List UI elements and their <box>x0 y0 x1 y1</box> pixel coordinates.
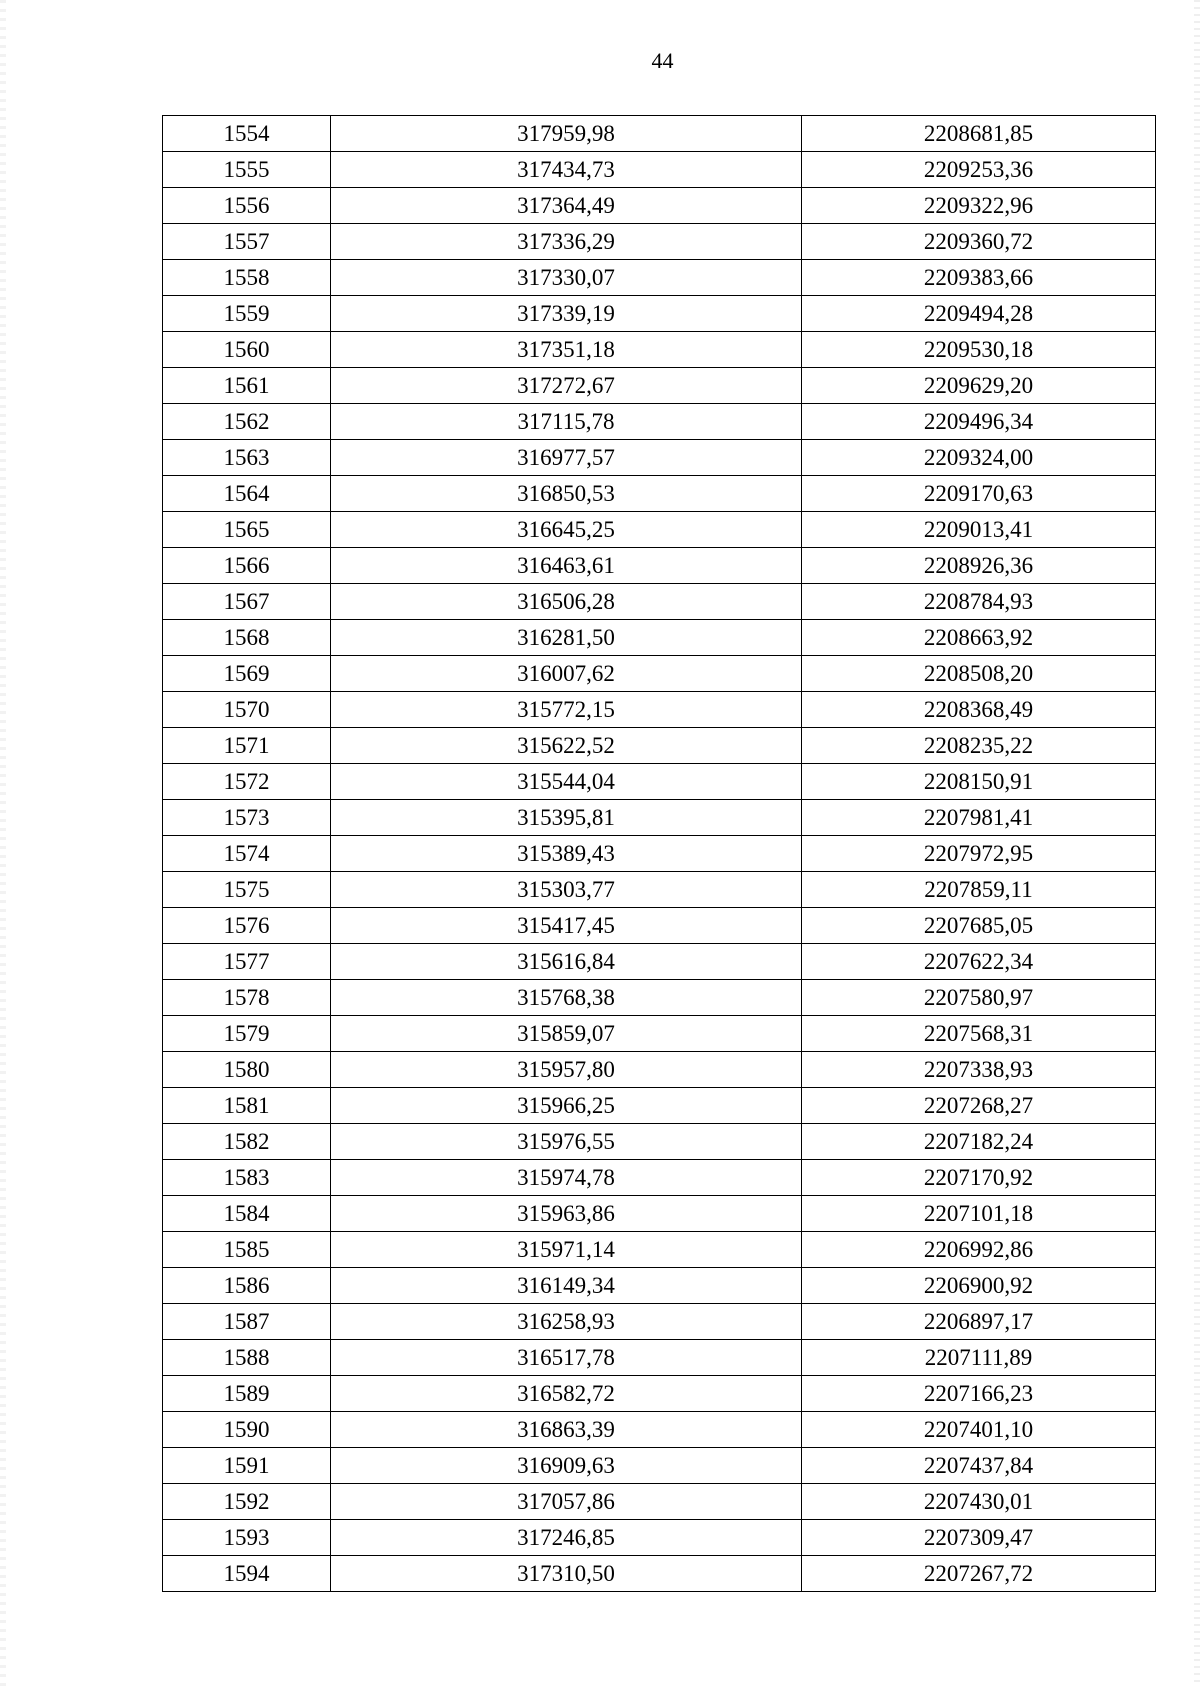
y-coordinate-cell: 2207170,92 <box>802 1160 1156 1196</box>
x-coordinate-cell: 316149,34 <box>331 1268 802 1304</box>
x-coordinate-cell: 317115,78 <box>331 404 802 440</box>
x-coordinate-cell: 316506,28 <box>331 584 802 620</box>
x-coordinate-cell: 315974,78 <box>331 1160 802 1196</box>
point-number-cell: 1564 <box>163 476 331 512</box>
point-number-cell: 1584 <box>163 1196 331 1232</box>
table-row <box>163 1520 1156 1556</box>
point-number-cell: 1568 <box>163 620 331 656</box>
point-number-cell: 1594 <box>163 1556 331 1592</box>
x-coordinate-cell: 317339,19 <box>331 296 802 332</box>
x-coordinate-cell: 317246,85 <box>331 1520 802 1556</box>
point-number-cell: 1561 <box>163 368 331 404</box>
table-row <box>163 188 1156 224</box>
point-number-cell: 1573 <box>163 800 331 836</box>
x-coordinate-cell: 316863,39 <box>331 1412 802 1448</box>
table-row <box>163 1124 1156 1160</box>
table-row <box>163 1052 1156 1088</box>
point-number-cell: 1559 <box>163 296 331 332</box>
point-number-cell: 1567 <box>163 584 331 620</box>
table-row <box>163 980 1156 1016</box>
point-number-cell: 1589 <box>163 1376 331 1412</box>
point-number-cell: 1593 <box>163 1520 331 1556</box>
y-coordinate-cell: 2206900,92 <box>802 1268 1156 1304</box>
x-coordinate-cell: 315768,38 <box>331 980 802 1016</box>
x-coordinate-cell: 316258,93 <box>331 1304 802 1340</box>
y-coordinate-cell: 2208235,22 <box>802 728 1156 764</box>
table-row <box>163 620 1156 656</box>
y-coordinate-cell: 2208784,93 <box>802 584 1156 620</box>
table-row <box>163 656 1156 692</box>
table-row <box>163 440 1156 476</box>
table-row <box>163 1448 1156 1484</box>
table-row <box>163 260 1156 296</box>
x-coordinate-cell: 315622,52 <box>331 728 802 764</box>
point-number-cell: 1569 <box>163 656 331 692</box>
y-coordinate-cell: 2207182,24 <box>802 1124 1156 1160</box>
x-coordinate-cell: 315417,45 <box>331 908 802 944</box>
coordinates-table-body <box>163 116 1156 1592</box>
point-number-cell: 1583 <box>163 1160 331 1196</box>
y-coordinate-cell: 2206897,17 <box>802 1304 1156 1340</box>
x-coordinate-cell: 315772,15 <box>331 692 802 728</box>
x-coordinate-cell: 316281,50 <box>331 620 802 656</box>
point-number-cell: 1576 <box>163 908 331 944</box>
y-coordinate-cell: 2207981,41 <box>802 800 1156 836</box>
x-coordinate-cell: 317364,49 <box>331 188 802 224</box>
table-row <box>163 1556 1156 1592</box>
point-number-cell: 1554 <box>163 116 331 152</box>
table-row <box>163 1088 1156 1124</box>
table-row <box>163 872 1156 908</box>
table-row <box>163 1412 1156 1448</box>
table-row <box>163 584 1156 620</box>
y-coordinate-cell: 2207430,01 <box>802 1484 1156 1520</box>
point-number-cell: 1562 <box>163 404 331 440</box>
y-coordinate-cell: 2207972,95 <box>802 836 1156 872</box>
x-coordinate-cell: 315957,80 <box>331 1052 802 1088</box>
table-row <box>163 692 1156 728</box>
table-row <box>163 1232 1156 1268</box>
table-row <box>163 152 1156 188</box>
coordinates-table <box>162 115 1156 1592</box>
x-coordinate-cell: 317336,29 <box>331 224 802 260</box>
table-row <box>163 1016 1156 1052</box>
y-coordinate-cell: 2208926,36 <box>802 548 1156 584</box>
y-coordinate-cell: 2209170,63 <box>802 476 1156 512</box>
table-row <box>163 368 1156 404</box>
table-row <box>163 116 1156 152</box>
y-coordinate-cell: 2209360,72 <box>802 224 1156 260</box>
table-row <box>163 1376 1156 1412</box>
y-coordinate-cell: 2209253,36 <box>802 152 1156 188</box>
x-coordinate-cell: 317959,98 <box>331 116 802 152</box>
point-number-cell: 1582 <box>163 1124 331 1160</box>
x-coordinate-cell: 315976,55 <box>331 1124 802 1160</box>
y-coordinate-cell: 2208368,49 <box>802 692 1156 728</box>
y-coordinate-cell: 2209383,66 <box>802 260 1156 296</box>
x-coordinate-cell: 315616,84 <box>331 944 802 980</box>
point-number-cell: 1570 <box>163 692 331 728</box>
table-row <box>163 800 1156 836</box>
y-coordinate-cell: 2209322,96 <box>802 188 1156 224</box>
table-row <box>163 1196 1156 1232</box>
x-coordinate-cell: 317330,07 <box>331 260 802 296</box>
y-coordinate-cell: 2207622,34 <box>802 944 1156 980</box>
y-coordinate-cell: 2207267,72 <box>802 1556 1156 1592</box>
x-coordinate-cell: 315966,25 <box>331 1088 802 1124</box>
point-number-cell: 1581 <box>163 1088 331 1124</box>
y-coordinate-cell: 2207111,89 <box>802 1340 1156 1376</box>
point-number-cell: 1566 <box>163 548 331 584</box>
table-row <box>163 332 1156 368</box>
point-number-cell: 1565 <box>163 512 331 548</box>
table-row <box>163 404 1156 440</box>
x-coordinate-cell: 316007,62 <box>331 656 802 692</box>
scan-edge-left <box>0 0 6 1686</box>
point-number-cell: 1575 <box>163 872 331 908</box>
x-coordinate-cell: 316582,72 <box>331 1376 802 1412</box>
x-coordinate-cell: 317057,86 <box>331 1484 802 1520</box>
table-row <box>163 1304 1156 1340</box>
y-coordinate-cell: 2207437,84 <box>802 1448 1156 1484</box>
point-number-cell: 1563 <box>163 440 331 476</box>
point-number-cell: 1590 <box>163 1412 331 1448</box>
point-number-cell: 1556 <box>163 188 331 224</box>
y-coordinate-cell: 2209013,41 <box>802 512 1156 548</box>
table-row <box>163 476 1156 512</box>
table-row <box>163 548 1156 584</box>
table-row <box>163 224 1156 260</box>
table-row <box>163 944 1156 980</box>
y-coordinate-cell: 2209530,18 <box>802 332 1156 368</box>
table-row <box>163 512 1156 548</box>
table-row <box>163 836 1156 872</box>
y-coordinate-cell: 2207685,05 <box>802 908 1156 944</box>
table-row <box>163 908 1156 944</box>
x-coordinate-cell: 316977,57 <box>331 440 802 476</box>
point-number-cell: 1571 <box>163 728 331 764</box>
point-number-cell: 1555 <box>163 152 331 188</box>
x-coordinate-cell: 316463,61 <box>331 548 802 584</box>
y-coordinate-cell: 2207338,93 <box>802 1052 1156 1088</box>
x-coordinate-cell: 317351,18 <box>331 332 802 368</box>
x-coordinate-cell: 317310,50 <box>331 1556 802 1592</box>
scan-edge-right <box>1194 0 1200 1686</box>
point-number-cell: 1577 <box>163 944 331 980</box>
table-row <box>163 728 1156 764</box>
y-coordinate-cell: 2209324,00 <box>802 440 1156 476</box>
y-coordinate-cell: 2207859,11 <box>802 872 1156 908</box>
y-coordinate-cell: 2206992,86 <box>802 1232 1156 1268</box>
y-coordinate-cell: 2207166,23 <box>802 1376 1156 1412</box>
y-coordinate-cell: 2207568,31 <box>802 1016 1156 1052</box>
table-row <box>163 1268 1156 1304</box>
page-number: 44 <box>651 48 674 73</box>
y-coordinate-cell: 2207309,47 <box>802 1520 1156 1556</box>
x-coordinate-cell: 315395,81 <box>331 800 802 836</box>
point-number-cell: 1587 <box>163 1304 331 1340</box>
y-coordinate-cell: 2208663,92 <box>802 620 1156 656</box>
y-coordinate-cell: 2208150,91 <box>802 764 1156 800</box>
table-row <box>163 1160 1156 1196</box>
y-coordinate-cell: 2207101,18 <box>802 1196 1156 1232</box>
point-number-cell: 1557 <box>163 224 331 260</box>
point-number-cell: 1578 <box>163 980 331 1016</box>
x-coordinate-cell: 317272,67 <box>331 368 802 404</box>
y-coordinate-cell: 2209629,20 <box>802 368 1156 404</box>
x-coordinate-cell: 316909,63 <box>331 1448 802 1484</box>
point-number-cell: 1585 <box>163 1232 331 1268</box>
point-number-cell: 1574 <box>163 836 331 872</box>
x-coordinate-cell: 315389,43 <box>331 836 802 872</box>
y-coordinate-cell: 2208681,85 <box>802 116 1156 152</box>
x-coordinate-cell: 315971,14 <box>331 1232 802 1268</box>
table-row <box>163 764 1156 800</box>
x-coordinate-cell: 316850,53 <box>331 476 802 512</box>
y-coordinate-cell: 2207580,97 <box>802 980 1156 1016</box>
y-coordinate-cell: 2207401,10 <box>802 1412 1156 1448</box>
point-number-cell: 1560 <box>163 332 331 368</box>
point-number-cell: 1579 <box>163 1016 331 1052</box>
point-number-cell: 1591 <box>163 1448 331 1484</box>
table-row <box>163 296 1156 332</box>
y-coordinate-cell: 2208508,20 <box>802 656 1156 692</box>
table-row <box>163 1340 1156 1376</box>
x-coordinate-cell: 316645,25 <box>331 512 802 548</box>
x-coordinate-cell: 315859,07 <box>331 1016 802 1052</box>
table-row <box>163 1484 1156 1520</box>
point-number-cell: 1586 <box>163 1268 331 1304</box>
x-coordinate-cell: 317434,73 <box>331 152 802 188</box>
point-number-cell: 1580 <box>163 1052 331 1088</box>
y-coordinate-cell: 2209494,28 <box>802 296 1156 332</box>
point-number-cell: 1558 <box>163 260 331 296</box>
y-coordinate-cell: 2207268,27 <box>802 1088 1156 1124</box>
point-number-cell: 1572 <box>163 764 331 800</box>
x-coordinate-cell: 316517,78 <box>331 1340 802 1376</box>
x-coordinate-cell: 315303,77 <box>331 872 802 908</box>
y-coordinate-cell: 2209496,34 <box>802 404 1156 440</box>
point-number-cell: 1592 <box>163 1484 331 1520</box>
point-number-cell: 1588 <box>163 1340 331 1376</box>
x-coordinate-cell: 315544,04 <box>331 764 802 800</box>
x-coordinate-cell: 315963,86 <box>331 1196 802 1232</box>
